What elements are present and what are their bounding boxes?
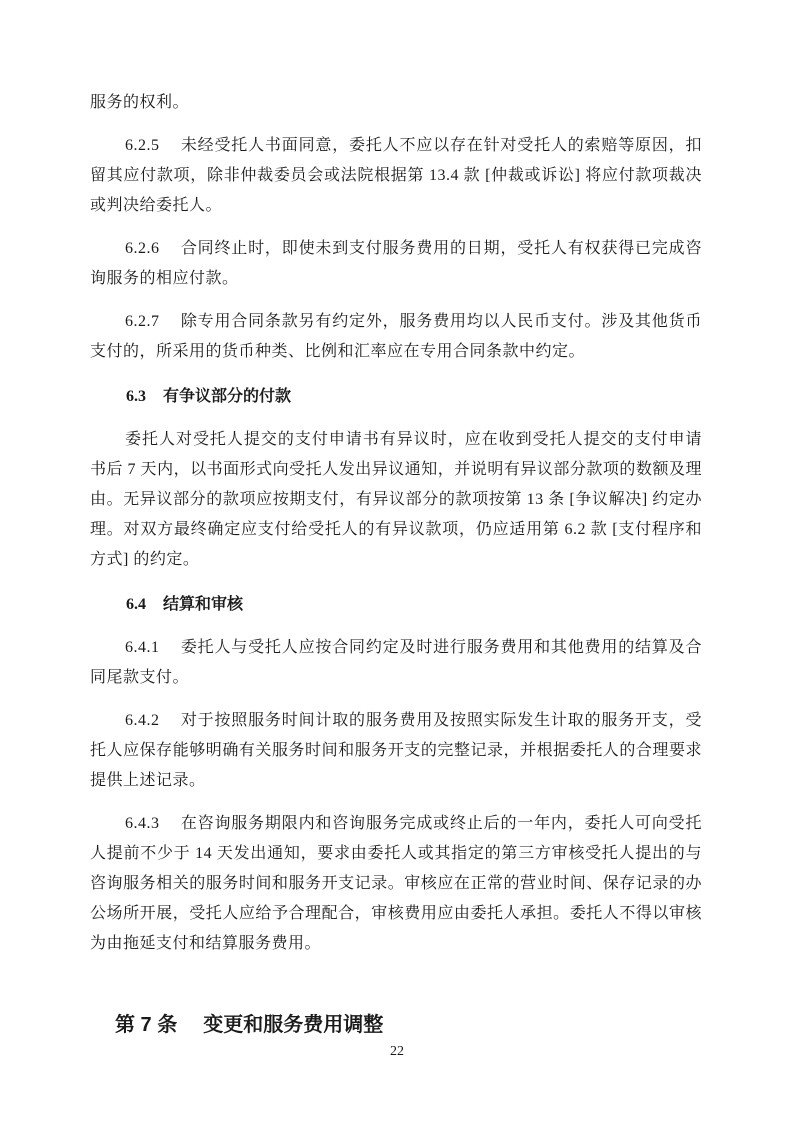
page-number: 22 <box>390 1044 404 1059</box>
clause-6-4-2 <box>90 706 702 796</box>
clause-text: 未经受托人书面同意，委托人不应以存在针对受托人的索赔等原因，扣留其应付款项，除非仲裁委员会或法院根据第 13.4 款 [仲裁或诉讼] 将应付款项裁决或判决给委托人。 <box>90 137 702 214</box>
clause-6-4-3 <box>90 809 702 959</box>
clause-text: 对于按照服务时间计取的服务费用及按照实际发生计取的服务开支，受托人应保存能够明确有关服务时间和服务开支的完整记录，并根据委托人的合理要求提供上述记录。 <box>90 712 702 789</box>
subheading-number: 6.3 <box>126 388 146 405</box>
subheading-title: 结算和审核 <box>163 596 244 613</box>
clause-6-4-1 <box>90 633 702 693</box>
subheading-6-4 <box>90 590 702 620</box>
clause-6-2-6 <box>90 234 702 294</box>
page-footer <box>0 1036 794 1067</box>
chapter-title: 变更和服务费用调整 <box>203 1014 384 1036</box>
subheading-6-3 <box>90 382 702 412</box>
clause-number: 6.4.1 <box>125 639 160 656</box>
clause-number: 6.4.3 <box>125 815 160 832</box>
clause-number: 6.4.2 <box>125 712 160 729</box>
clause-6-2-5 <box>90 131 702 221</box>
clause-text: 合同终止时，即使未到支付服务费用的日期，受托人有权获得已完成咨询服务的相应付款。 <box>90 240 702 287</box>
subheading-title: 有争议部分的付款 <box>163 388 292 405</box>
chapter-number: 第 7 条 <box>115 1014 178 1036</box>
clause-number: 6.2.6 <box>125 240 160 257</box>
clause-number: 6.2.7 <box>125 313 160 330</box>
clause-text: 在咨询服务期限内和咨询服务完成或终止后的一年内，委托人可向受托人提前不少于 14 天发出通知，要求由委托人或其指定的第三方审核受托人提出的与咨询服务相关的服务时间和服务开支记录。审核应在正常的营业时间、保存记录的办公场所开展，受托人应给予合理配合，审核费用应由委托人承担。委托人不得以审核为由拖延支付和结算服务费用。 <box>90 815 702 952</box>
subheading-number: 6.4 <box>126 596 146 613</box>
paragraph-disputed-payment: 委托人对受托人提交的支付申请书有异议时，应在收到受托人提交的支付申请书后 7 天内，以书面形式向受托人发出异议通知，并说明有异议部分款项的数额及理由。无异议部分的款项应按期支付，有异议部分的款项按第 13 条 [争议解决] 约定办理。对双方最终确定应支付给受托人的有异议款项，仍应适用第 6.2 款 [支付程序和方式] 的约定。 <box>90 431 702 568</box>
clause-text: 除专用合同条款另有约定外，服务费用均以人民币支付。涉及其他货币支付的，所采用的货币种类、比例和汇率应在专用合同条款中约定。 <box>90 313 702 360</box>
clause-number: 6.2.5 <box>125 137 160 154</box>
paragraph-continuation: 服务的权利。 <box>90 94 190 111</box>
clause-6-2-7 <box>90 307 702 367</box>
clause-text: 委托人与受托人应按合同约定及时进行服务费用和其他费用的结算及合同尾款支付。 <box>90 639 702 686</box>
